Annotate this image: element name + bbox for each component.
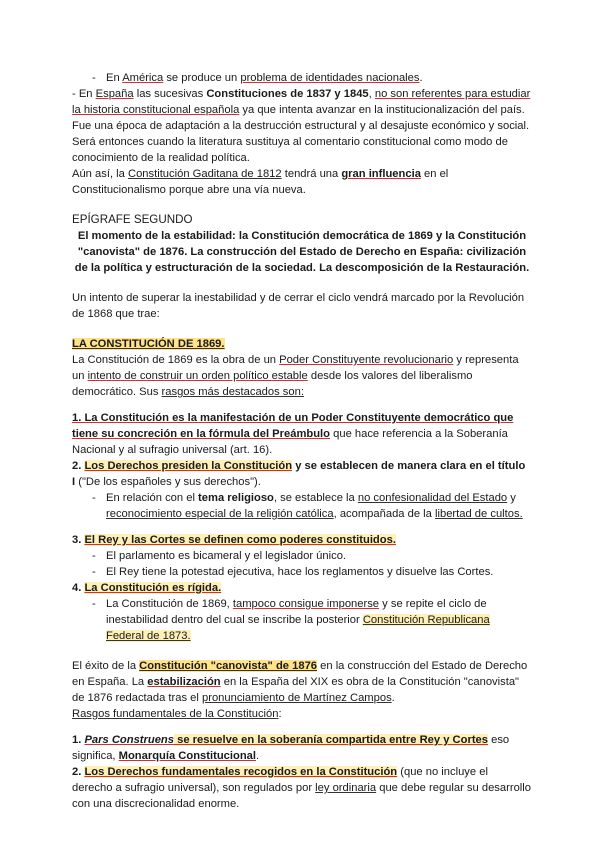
no-referentes-phrase: no son referentes para estudiar <box>374 88 531 100</box>
text-line: Será entonces cuando la literatura sustituya al comentario constitucional como modo de <box>72 136 508 148</box>
espana-word: España <box>95 88 134 100</box>
identidades-phrase: problema de identidades nacionales <box>240 72 420 84</box>
pars-construens: Pars Construens <box>84 734 174 746</box>
gaditana-line-1: Aún así, la Constitución Gaditana de 1812 tendrá una gran influencia en el <box>72 168 449 180</box>
derechos-presiden: Los Derechos presiden la Constitución <box>84 460 293 472</box>
america-bullet: - En América se produce un problema de identidades nacionales. <box>92 72 423 84</box>
p1876-rasgo-1-line-1: 1. Pars Construens se resuelve en la soberanía compartida entre Rey y Cortes eso <box>72 734 510 746</box>
bullet-dash: - <box>92 550 96 562</box>
pronunciamiento: pronunciamiento de Martínez Campos <box>202 692 392 704</box>
rasgo-4: 4. La Constitución es rígida. <box>72 582 222 594</box>
p1876-rasgo-2-line-1: 2. Los Derechos fundamentales recogidos en la Constitución (que no incluye el <box>72 766 488 778</box>
rasgo-1-line-1: 1. La Constitución es la manifestación de un Poder Constituyente democrático que <box>72 412 514 424</box>
bullet-dash: - <box>92 492 96 504</box>
section-heading-1869: LA CONSTITUCIÓN DE 1869. <box>72 338 225 350</box>
epigrafe-title: "canovista" de 1876. La construcción del Estado de Derecho en España: civilización <box>77 246 527 258</box>
constitucion-canovista: Constitución "canovista" de 1876 <box>139 660 318 672</box>
rasgos-destacados: rasgos más destacados son: <box>161 386 304 398</box>
bullet-dash: - <box>92 598 96 610</box>
rasgo-2-line-1: 2. Los Derechos presiden la Constitución y se establecen de manera clara en el título <box>72 460 526 472</box>
document-page <box>72 70 532 812</box>
p1876-rasgo-2-line-3: con una discrecionalidad enorme. <box>72 798 240 810</box>
epigrafe-label: EPÍGRAFE SEGUNDO <box>72 213 193 226</box>
constituciones-1837-1845: Constituciones de 1837 y 1845 <box>206 88 369 100</box>
america-word: América <box>122 72 164 84</box>
rasgo-3-bullet: - El Rey tiene la potestad ejecutiva, hace los reglamentos y disuelve las Cortes. <box>92 566 494 578</box>
orden-politico-estable: intento de construir un orden político estable <box>87 370 308 382</box>
rasgo-3-bullet: - El parlamento es bicameral y el legislador único. <box>92 550 347 562</box>
bullet-dash: - <box>92 566 96 578</box>
rasgo-2-line-2: I ("De los españoles y sus derechos"). <box>72 476 261 488</box>
gran-influencia: gran influencia <box>341 168 421 180</box>
p1869-line-1: La Constitución de 1869 es la obra de un Poder Constituyente revolucionario y representa <box>72 354 519 366</box>
derechos-fundamentales: Los Derechos fundamentales recogidos en la Constitución <box>84 766 398 778</box>
rasgo-3: 3. El Rey y las Cortes se definen como poderes constituidos. <box>72 534 396 546</box>
rasgo-2-bullet: - En relación con el tema religioso, se establece la no confesionalidad del Estado y <box>92 492 516 504</box>
intro-line: Un intento de superar la inestabilidad y de cerrar el ciclo vendrá marcado por la Revolución <box>72 292 525 304</box>
p1876-line-3: de 1876 redactada tras el pronunciamiento de Martínez Campos. <box>72 692 395 704</box>
tampoco-consigue: tampoco consigue imponerse <box>232 598 380 610</box>
text-line: Constitucionalismo porque abre una vía nueva. <box>72 184 306 196</box>
rasgo-4-bullet-cont: inestabilidad dentro del cual se inscribe la posterior Constitución Republicana <box>106 614 490 626</box>
p1876-line-1: El éxito de la Constitución "canovista" de 1876 en la construcción del Estado de Derecho <box>72 660 528 672</box>
rasgo-4-bullet-cont: Federal de 1873. <box>106 630 191 642</box>
rasgos-fundamentales: Rasgos fundamentales de la Constitución: <box>72 708 282 720</box>
text-line: Fue una época de adaptación a la destrucción estructural y al desajuste económico y social. <box>72 120 530 132</box>
rasgo-4-bullet: - La Constitución de 1869, tampoco consigue imponerse y se repite el ciclo de <box>92 598 487 610</box>
poder-constituyente: Poder Constituyente revolucionario <box>279 354 454 366</box>
rasgo-1-line-3: Nacional y al sufragio universal (art. 16). <box>72 444 273 456</box>
constitucion-republicana: Constitución Republicana <box>362 614 490 626</box>
text-line: conocimiento de la realidad política. <box>72 152 250 164</box>
bullet-dash: - <box>92 72 96 84</box>
espana-line-1: - En España las sucesivas Constituciones de 1837 y 1845, no son referentes para estudiar <box>72 88 531 100</box>
p1876-rasgo-2-line-2: derecho a sufragio universal), son regulados por ley ordinaria que debe regular su desarrollo <box>72 782 531 794</box>
p1869-line-3: democrático. Sus rasgos más destacados son: <box>72 386 304 398</box>
p1876-line-2: en España. La estabilización en la España del XIX es obra de la Constitución "canovista" <box>72 676 520 688</box>
epigrafe-title: El momento de la estabilidad: la Constitución democrática de 1869 y la Constitución <box>77 230 527 242</box>
epigrafe-title: de la política y estructuración de la sociedad. La descomposición de la Restauración. <box>74 262 530 274</box>
estabilizacion: estabilización <box>147 676 221 688</box>
monarquia-constitucional: Monarquía Constitucional <box>118 750 256 762</box>
p1876-rasgo-1-line-2: significa, Monarquía Constitucional. <box>72 750 260 762</box>
rasgo-2-bullet-cont: reconocimiento especial de la religión católica, acompañada de la libertad de cultos. <box>106 508 523 520</box>
p1869-line-2: un intento de construir un orden político estable desde los valores del liberalismo <box>72 370 473 382</box>
ley-ordinaria: ley ordinaria <box>315 782 377 794</box>
intro-line: de 1868 que trae: <box>72 308 160 320</box>
libertad-cultos: libertad de cultos. <box>435 508 523 520</box>
espana-line-2: la historia constitucional española ya que intenta avanzar en la institucionalización del país. <box>72 104 525 116</box>
tema-religioso: tema religioso <box>198 492 274 504</box>
constitucion-gaditana: Constitución Gaditana de 1812 <box>127 168 282 180</box>
rasgo-1-line-2: tiene su concreción en la fórmula del Preámbulo que hace referencia a la Soberanía <box>72 428 508 440</box>
no-confesionalidad: no confesionalidad del Estado <box>357 492 508 504</box>
